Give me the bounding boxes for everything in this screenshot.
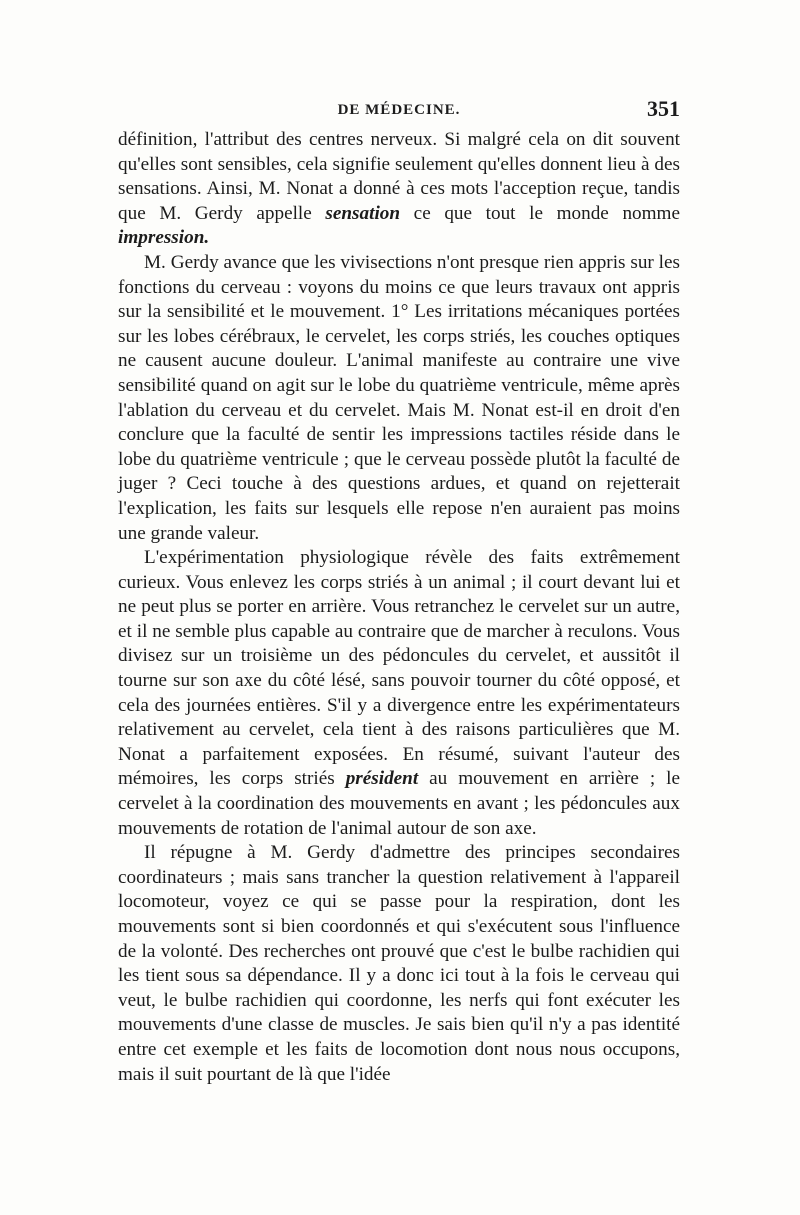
italic-term: impression. [118, 227, 210, 249]
paragraph [118, 128, 680, 251]
paragraph [118, 841, 680, 1087]
page-number: 351 [647, 96, 680, 121]
italic-term: sensation [325, 202, 401, 224]
text-run: Il répugne à M. Gerdy d'admettre des principes secondaires coordinateurs ; mais sans trancher la question relativement à l'appareil locomoteur, voyez ce qui se passe pour la respiration, dont les mouvements sont si bien coordonnés et qui s'exécutent sous l'influence de la volonté. Des recherches ont prouvé que c'est le bulbe rachidien qui les tient sous sa dépendance. Il y a donc ici tout à la fois le cerveau qui veut, le bulbe rachidien qui coordonne, les nerfs qui font exécuter les mouvements d'une classe de muscles. Je sais bien qu'il n'y a pas identité entre cet exemple et les faits de locomotion dont nous nous occupons, mais il suit pourtant de là que l'idée [118, 842, 680, 1085]
text-run: L'expérimentation physiologique révèle des faits extrêmement curieux. Vous enlevez les corps striés à un animal ; il court devant lui et ne peut plus se porter en arrière. Vous retranchez le cervelet sur un autre, et il ne semble plus capable au contraire que de marcher à reculons. Vous divisez sur un troisième un des pédoncules du cervelet, et aussitôt il tourne sur son axe du côté lésé, sans pouvoir tourner du côté opposé, et cela des journées entières. S'il y a divergence entre les expérimentateurs relativement au cervelet, cela tient à des raisons particulières que M. Nonat a parfaitement exposées. En résumé, suivant l'auteur des mémoires, les corps striés [118, 547, 680, 790]
running-title: DE MÉDECINE. [337, 102, 461, 118]
italic-term: président [345, 768, 419, 790]
text-run: ce que tout le monde nomme [400, 202, 680, 224]
text-run: M. Gerdy avance que les vivisections n'ont presque rien appris sur les fonctions du cerveau : voyons du moins ce que leurs travaux ont appris sur la sensibilité et le mouvement. 1° Les irritations mécaniques portées sur les lobes cérébraux, le cervelet, les corps striés, les couches optiques ne causent aucune douleur. L'animal manifeste au contraire une vive sensibilité quand on agit sur le lobe du quatrième ventricule, même après l'ablation du cerveau et du cervelet. Mais M. Nonat est-il en droit d'en conclure que la faculté de sentir les impressions tactiles réside dans le lobe du quatrième ventricule ; que le cerveau possède plutôt la faculté de juger ? Ceci touche à des questions ardues, et quand on rejetterait l'explication, les faits sur lesquels elle repose n'en auraient pas moins une grande valeur. [118, 251, 680, 544]
paragraph [118, 251, 680, 546]
paragraph [118, 546, 680, 841]
running-head [118, 94, 680, 124]
body-text [118, 128, 680, 1087]
text-run: définition, l'attribut des centres nerveux. Si malgré cela on dit souvent qu'elles sont sensibles, cela signifie seulement qu'elles donnent lieu à des sensations. Ainsi, M. Nonat a donné à ces mots l'acception reçue, tandis que M. Gerdy appelle [118, 129, 680, 224]
text-run: au mouvement en arrière ; le cervelet à la coordination des mouvements en avant ; les pédoncules aux mouvements de rotation de l'animal autour de son axe. [118, 768, 680, 839]
